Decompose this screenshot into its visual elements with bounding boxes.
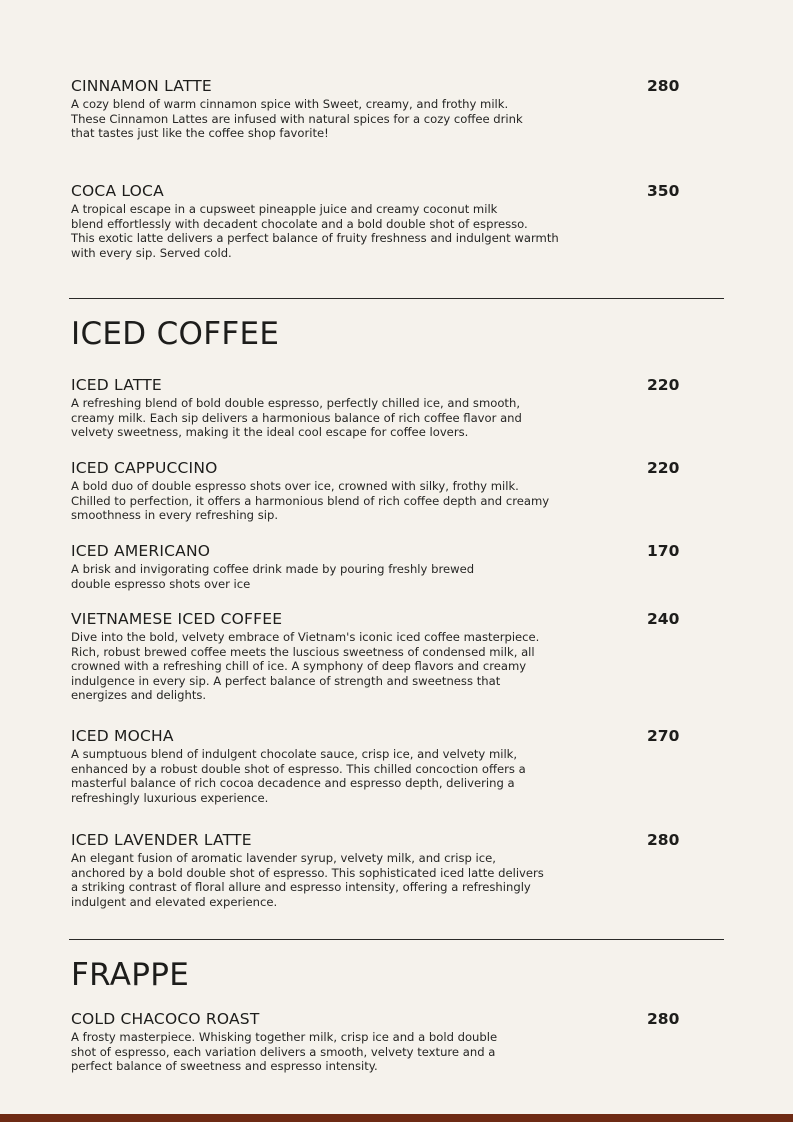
section-divider xyxy=(69,298,724,299)
item-description: A brisk and invigorating coffee drink made by pouring freshly brewed double espresso shots over ice xyxy=(71,562,475,591)
item-price: 220 xyxy=(647,459,680,477)
item-description: A bold duo of double espresso shots over ice, crowned with silky, frothy milk. Chilled to perfection, it offers a harmonious blend of rich coffee depth and creamy smoothness in every refreshing sip. xyxy=(71,479,550,523)
item-name: COLD CHACOCO ROAST xyxy=(71,1010,260,1028)
footer-bar xyxy=(0,1114,793,1122)
item-description: Dive into the bold, velvety embrace of Vietnam's iconic iced coffee masterpiece. Rich, robust brewed coffee meets the luscious sweetness of condensed milk, all crowned with a refreshing chill of ice. A symphony of deep flavors and creamy indulgence in every sip. A perfect balance of strength and sweetness that energizes and delights. xyxy=(71,630,540,703)
item-name: ICED LAVENDER LATTE xyxy=(71,831,252,849)
item-description: A sumptuous blend of indulgent chocolate sauce, crisp ice, and velvety milk, enhanced by a robust double shot of espresso. This chilled concoction offers a masterful balance of rich cocoa decadence and espresso depth, delivering a refreshingly luxurious experience. xyxy=(71,747,526,805)
item-price: 240 xyxy=(647,610,680,628)
item-price: 280 xyxy=(647,77,680,95)
item-price: 280 xyxy=(647,1010,680,1028)
item-name: ICED CAPPUCCINO xyxy=(71,459,218,477)
item-description: A frosty masterpiece. Whisking together milk, crisp ice and a bold double shot of espresso, each variation delivers a smooth, velvety texture and a perfect balance of sweetness and espresso intensity. xyxy=(71,1030,498,1074)
section-title-iced-coffee: ICED COFFEE xyxy=(71,316,280,352)
item-name: COCA LOCA xyxy=(71,182,164,200)
item-name: CINNAMON LATTE xyxy=(71,77,212,95)
item-description: An elegant fusion of aromatic lavender syrup, velvety milk, and crisp ice, anchored by a bold double shot of espresso. This sophisticated iced latte delivers a striking contrast of floral allure and espresso intensity, offering a refreshingly indulgent and elevated experience. xyxy=(71,851,544,909)
section-divider xyxy=(69,939,724,940)
item-name: ICED LATTE xyxy=(71,376,162,394)
item-price: 170 xyxy=(647,542,680,560)
item-price: 220 xyxy=(647,376,680,394)
item-description: A tropical escape in a cupsweet pineapple juice and creamy coconut milk blend effortlessly with decadent chocolate and a bold double shot of espresso. This exotic latte delivers a perfect balance of fruity freshness and indulgent warmth with every sip. Served cold. xyxy=(71,202,559,260)
item-name: ICED AMERICANO xyxy=(71,542,211,560)
item-description: A cozy blend of warm cinnamon spice with Sweet, creamy, and frothy milk. These Cinnamon Lattes are infused with natural spices for a cozy coffee drink that tastes just like the coffee shop favorite! xyxy=(71,97,523,141)
item-price: 270 xyxy=(647,727,680,745)
item-price: 280 xyxy=(647,831,680,849)
item-price: 350 xyxy=(647,182,680,200)
item-name: VIETNAMESE ICED COFFEE xyxy=(71,610,283,628)
section-title-frappe: FRAPPE xyxy=(71,957,190,993)
item-description: A refreshing blend of bold double espresso, perfectly chilled ice, and smooth, creamy milk. Each sip delivers a harmonious balance of rich coffee flavor and velvety sweetness, making it the ideal cool escape for coffee lovers. xyxy=(71,396,522,440)
item-name: ICED MOCHA xyxy=(71,727,174,745)
